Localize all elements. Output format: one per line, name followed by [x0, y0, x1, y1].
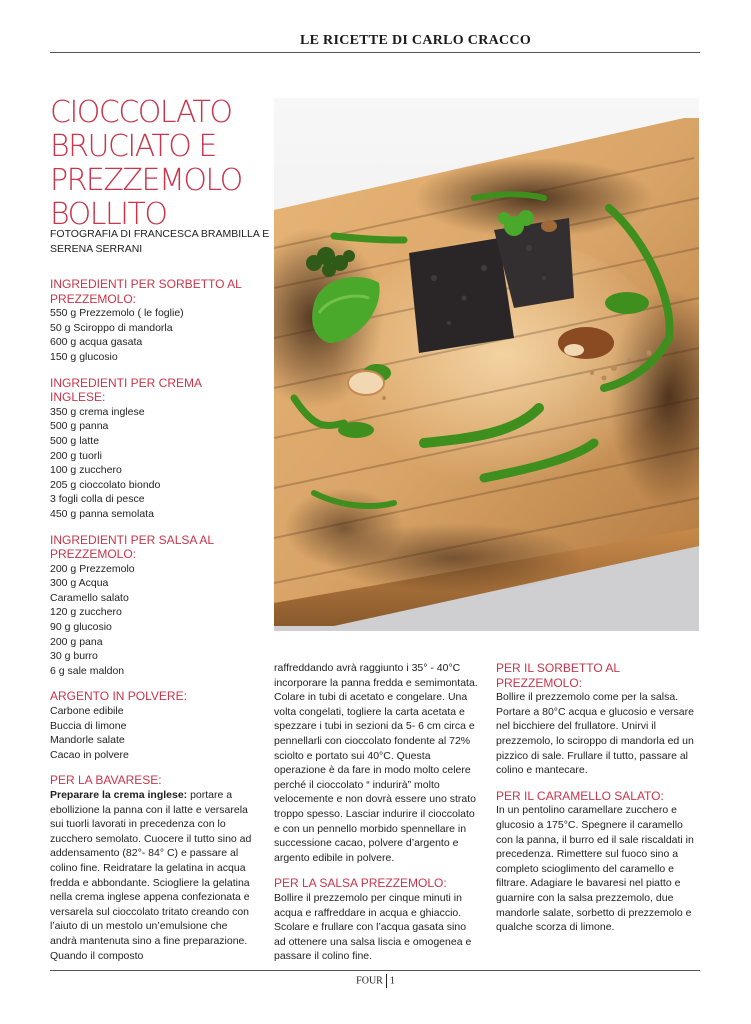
- section-heading-caramello-proc: PER IL CARAMELLO SALATO:: [496, 788, 664, 803]
- list-item: 100 g zucchero: [50, 464, 122, 477]
- dish-photo: [274, 98, 699, 631]
- list-item: 500 g panna: [50, 420, 109, 433]
- ingredient-list-sorbetto: [50, 306, 255, 364]
- header-rule: [50, 52, 700, 53]
- sorbetto-proc-text: Bollire il prezzemolo come per la salsa. Portare a 80°C acqua e glucosio e versare nel bicchiere del frullatore. Unirvi il prezzemolo, lo sciroppo di mandorla ed un pizzico di sale. Frullare il tutto, passare al colino e mantecare.: [496, 691, 694, 777]
- ingredient-list-salsa: [50, 562, 255, 679]
- list-item: 550 g Prezzemolo ( le foglie): [50, 307, 184, 320]
- list-item: Carbone edibile: [50, 705, 124, 718]
- salsa-proc-text: Bollire il prezzemolo per cinque minuti in acqua e raffreddare in acqua e ghiaccio. Scolare e frullare con l’acqua gasata sino ad ottenere una salsa liscia e omogenea e passare il colino fine.: [274, 891, 472, 963]
- bavarese-text-part1: [50, 788, 255, 963]
- list-item: 90 g glucosio: [50, 621, 112, 634]
- title-line: PREZZEMOLO: [50, 163, 242, 198]
- article-title: [50, 96, 270, 232]
- list-item: 50 g Sciroppo di mandorla: [50, 321, 173, 334]
- photo-credit: FOTOGRAFIA DI FRANCESCA BRAMBILLA E SERENA SERRANI: [50, 228, 270, 255]
- list-item: Buccia di limone: [50, 719, 127, 732]
- list-item: 200 g Prezzemolo: [50, 562, 135, 575]
- page-number: 1: [389, 975, 395, 987]
- list-item: 500 g latte: [50, 434, 100, 447]
- section-heading-bavarese: PER LA BAVARESE:: [50, 773, 162, 788]
- list-item: 450 g panna semolata: [50, 507, 154, 520]
- ingredient-list-crema: [50, 405, 255, 522]
- bavarese-bold-lead: Preparare la crema inglese:: [50, 789, 188, 801]
- list-item: 30 g burro: [50, 650, 98, 663]
- list-item: 3 fogli colla di pesce: [50, 493, 145, 506]
- list-item: 200 g tuorli: [50, 449, 102, 462]
- caramello-proc-text: In un pentolino caramellare zucchero e glucosio a 175°C. Spegnere il caramello con la panna, il burro ed il sale riscaldati in precedenza. Rimettere sul fuoco sino a completo scioglimento del caramello e filtrare. Adagiare le bavaresi nel piatto e guarnire con la salsa prezzemolo, due mandorle salate, sorbetto di prezzemolo e qualche scorza di limone.: [496, 804, 694, 934]
- procedure-column-right: [496, 661, 701, 935]
- list-item: 350 g crema inglese: [50, 405, 145, 418]
- list-item: 600 g acqua gasata: [50, 336, 143, 349]
- bavarese-body: portare a ebollizione la panna con il latte e versarela sui tuorli lavorati in precedenza con lo zucchero semolato. Cuocere il tutto sino ad addensamento (82°- 84° C) e passare al colino fine. Reidratare la gelatina in acqua fredda e abbondante. Sciogliere la gelatina nella crema inglese appena confezionata e versarela sul cioccolato tritato creando con l’aiuto di un mestolo un’emulsione che andrà mantenuta sino a fine preparazione. Quando il composto: [50, 789, 252, 962]
- list-item: 120 g zucchero: [50, 606, 122, 619]
- title-line: BOLLITO: [50, 197, 167, 232]
- section-heading-sorbetto: INGREDIENTI PER SORBETTO AL PREZZEMOLO:: [50, 277, 242, 306]
- section-heading-salsa: INGREDIENTI PER SALSA AL PREZZEMOLO:: [50, 532, 214, 562]
- bavarese-text-part2: raffreddando avrà raggiunto i 35° - 40°C incorporare la panna fredda e semimontata. Colare in tubi di acetato e congelare. Una volta congelati, togliere la carta acetata e spezzare i tubi in sezioni da 5- 6 cm circa e pennellarli con cioccolato fondente al 72% sciolto e portato sui 40°C. Questa operazione è da fare in modo molto celere perché il cioccolato “ indurirà” molto velocemente e non dovrà essere uno strato troppo spesso. Lasciar indurire il cioccolato e con un pennello morbido spennellare in successione cacao, polvere d’argento e argento edibile in polvere.: [274, 662, 478, 864]
- page-footer: [0, 974, 751, 988]
- section-heading-crema: INGREDIENTI PER CREMA INGLESE:: [50, 375, 202, 405]
- ingredient-list-argento: [50, 704, 255, 762]
- procedure-column-middle: [274, 661, 479, 964]
- list-item: 150 g glucosio: [50, 350, 118, 363]
- list-item: 200 g pana: [50, 635, 103, 648]
- ingredients-column: [50, 277, 255, 963]
- title-line: CIOCCOLATO: [50, 95, 232, 130]
- list-item: 6 g sale maldon: [50, 664, 125, 677]
- list-item: Cacao in polvere: [50, 748, 129, 761]
- list-item: 205 g cioccolato biondo: [50, 478, 161, 491]
- list-item: Caramello salato: [50, 591, 129, 604]
- section-heading-argento: ARGENTO IN POLVERE:: [50, 689, 187, 704]
- list-item: 300 g Acqua: [50, 577, 109, 590]
- magazine-name: FOUR: [356, 975, 383, 987]
- running-header: LE RICETTE DI CARLO CRACCO: [299, 33, 532, 48]
- list-item: Mandorle salate: [50, 734, 125, 747]
- section-heading-salsa-proc: PER LA SALSA PREZZEMOLO:: [274, 876, 447, 891]
- title-line: BRUCIATO E: [50, 129, 216, 164]
- footer-separator: [386, 974, 387, 988]
- section-heading-sorbetto-proc: PER IL SORBETTO AL PREZZEMOLO:: [496, 661, 620, 690]
- footer-rule: [50, 970, 700, 971]
- dish-illustration: [274, 98, 699, 631]
